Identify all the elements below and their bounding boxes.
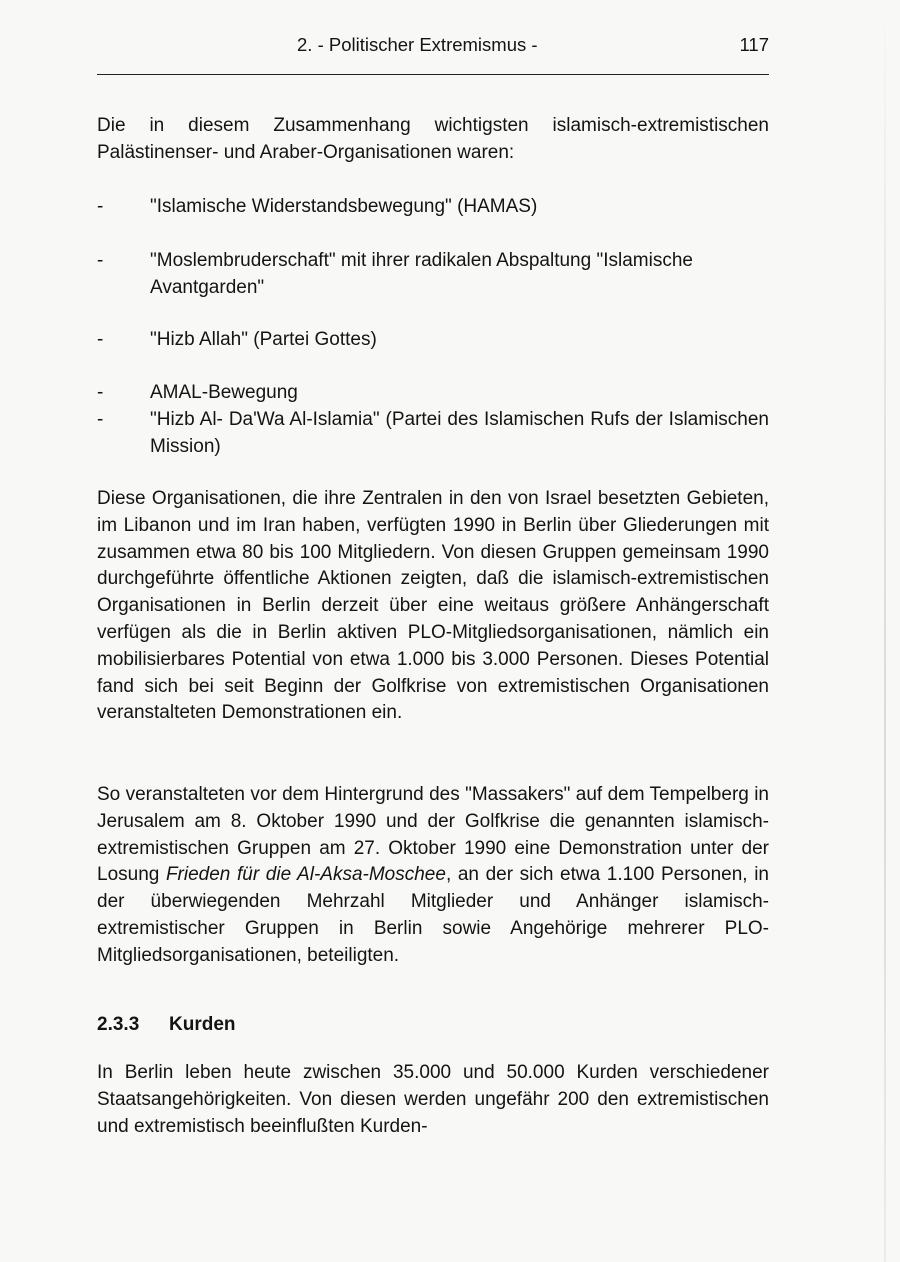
page-number: 117 [739,34,769,55]
paragraph-kurden: In Berlin leben heute zwischen 35.000 und 50.000 Kurden verschiedener Staatsangehörigkeiten. Von diesen werden ungefähr 200 den extremistischen und extremistisch beeinflußten Kurden- [97,1062,769,1137]
list-bullet: - [97,250,104,271]
list-bullet: - [97,329,104,350]
section-heading [97,1014,236,1036]
page-header [97,34,769,64]
section-number: 2.3.3 [97,1014,140,1035]
list-bullet: - [97,409,104,430]
paragraph-organisations: Diese Organisationen, die ihre Zentralen in den von Israel besetzten Gebieten, im Libanon und im Iran haben, verfügten 1990 in Berlin über Gliederungen mit zusammen etwa 80 bis 100 Mitgliedern. Von diesen Gruppen gemeinsam 1990 durchgeführte öffentliche Aktionen zeigten, daß die islamisch-extremistischen Organisationen in Berlin derzeit über eine weitaus größere Anhängerschaft verfügen als die in Berlin aktiven PLO-Mitgliedsorganisationen, nämlich ein mobilisierbares Potential von etwa 1.000 bis 3.000 Personen. Dieses Potential fand sich bei seit Beginn der Golfkrise von extremistischen Organisationen veranstalteten Demonstrationen ein. [97,488,769,724]
list-item-text: "Islamische Widerstandsbewegung" (HAMAS) [150,196,538,217]
list-bullet: - [97,382,104,403]
list-item-text: "Hizb Allah" (Partei Gottes) [150,329,377,350]
list-item-text: "Moslembruderschaft" mit ihrer radikalen Abspaltung "Islamische Avantgarden" [150,250,693,298]
slogan-text: Frieden für die Al-Aksa-Moschee [165,864,446,886]
section-title: Kurden [169,1014,236,1035]
header-rule [97,74,769,75]
list-item-text: "Hizb Al- Da'Wa Al-Islamia" (Partei des Islamischen Rufs der Islamischen Mission) [150,409,769,457]
scan-edge [884,0,886,1262]
list-item-text: AMAL-Bewegung [150,382,298,403]
list-bullet: - [97,196,104,217]
intro-paragraph: Die in diesem Zusammenhang wichtigsten islamisch-extremistischen Palästinenser- und Araber-Organisationen waren: [97,115,769,163]
paragraph-demonstration [97,782,769,970]
paragraph-text: So veranstalteten vor dem Hintergrund des "Massakers" auf dem Tempelberg in Jerusalem am 8. Oktober 1990 und der Golfkrise die genannten islamisch-extremistischen Gruppen am 27. Oktober 1990 eine Demonstration unter der Losung [97,784,769,886]
paragraph-text: , an der sich etwa 1.100 Personen, in der überwiegenden Mehrzahl Mitglieder und Anhänger islamisch-extremistischer Gruppen in Berlin sowie Angehörige mehrerer PLO-Mitgliedsorganisationen, beteiligten. [97,864,769,966]
header-title: 2. - Politischer Extremismus - [297,34,538,55]
